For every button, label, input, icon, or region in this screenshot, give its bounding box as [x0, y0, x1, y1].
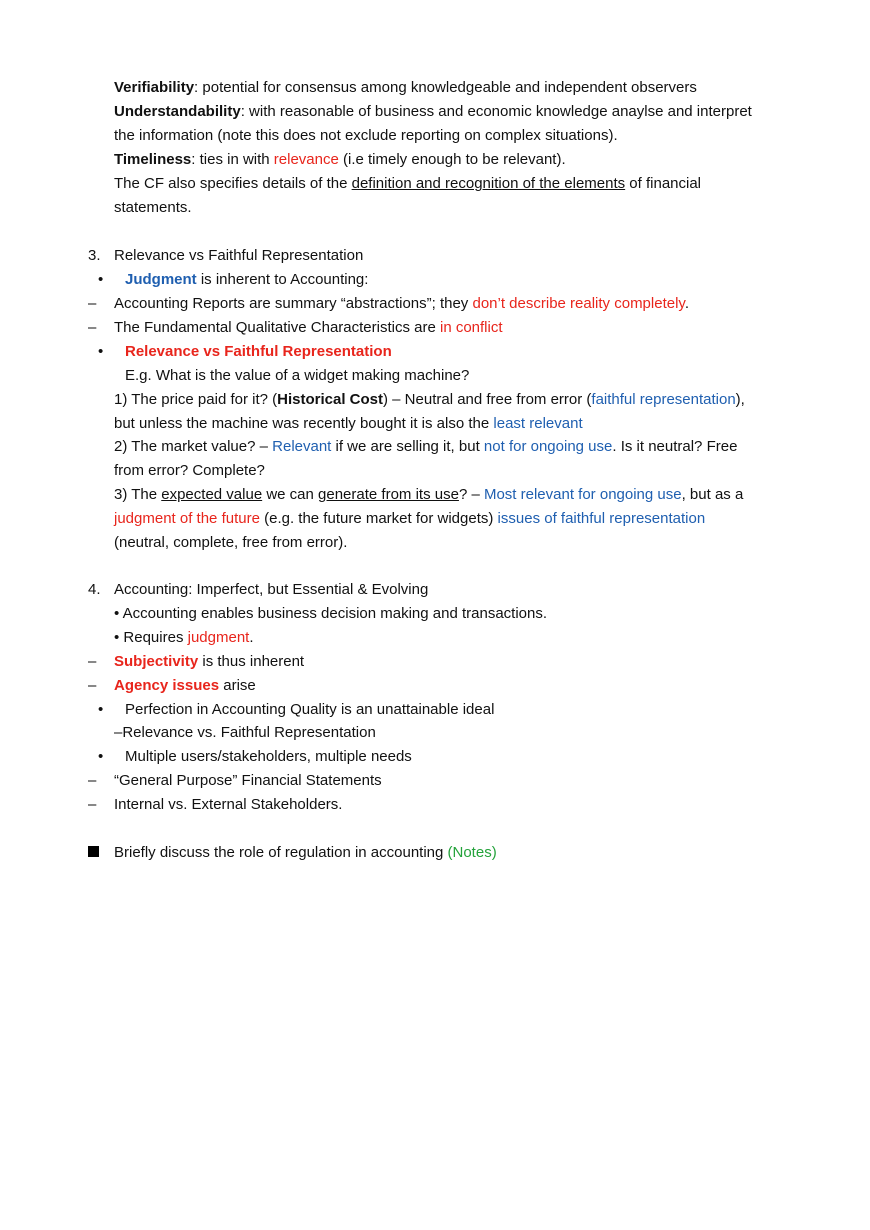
- text: we can: [262, 486, 319, 503]
- highlight: in conflict: [439, 319, 503, 336]
- text: 1) The price paid for it? (: [114, 391, 278, 408]
- highlight: judgment of the future: [114, 510, 260, 527]
- bullet: •: [98, 271, 104, 288]
- text: .: [249, 629, 254, 646]
- agency-line: [114, 674, 256, 698]
- point-1-cont: [114, 412, 583, 436]
- point-3-cont: [114, 507, 705, 531]
- subjectivity-line: [114, 650, 304, 674]
- term: Timeliness: [114, 151, 192, 168]
- list-number: 3.: [88, 247, 101, 264]
- reports-line: [114, 292, 689, 316]
- term: Verifiability: [114, 79, 195, 96]
- highlight: faithful representation: [591, 391, 736, 408]
- text: 3) The: [114, 486, 162, 503]
- requires-line: [114, 626, 254, 650]
- square-bullet-icon: [88, 846, 99, 857]
- highlight: Agency issues: [114, 677, 220, 694]
- timeliness-line: [114, 148, 566, 172]
- highlight: Subjectivity: [114, 653, 199, 670]
- highlight: not for ongoing use: [483, 438, 613, 455]
- dash: –: [88, 295, 97, 312]
- bold-text: Historical Cost: [277, 391, 383, 408]
- understandability-cont: the information (note this does not exclude reporting on complex situations).: [114, 127, 618, 144]
- text: The CF also specifies details of the: [114, 175, 352, 192]
- highlight: Relevant: [272, 438, 332, 455]
- highlight: Judgment: [125, 271, 197, 288]
- highlight: judgment: [187, 629, 250, 646]
- verifiability-line: [114, 76, 697, 100]
- perfection-line: Perfection in Accounting Quality is an unattainable ideal: [125, 701, 495, 718]
- stakeholders-line: Internal vs. External Stakeholders.: [114, 796, 343, 813]
- enables-line: • Accounting enables business decision making and transactions.: [114, 605, 548, 622]
- section-4-heading: Accounting: Imperfect, but Essential & Evolving: [114, 581, 429, 598]
- text: : ties in with: [191, 151, 274, 168]
- underlined-text: generate from its use: [318, 486, 459, 503]
- text: if we are selling it, but: [331, 438, 484, 455]
- definition: : with reasonable of business and economic knowledge anaylse and interpret: [240, 103, 752, 120]
- cf-line: [114, 172, 701, 196]
- text: Accounting Reports are summary “abstractions”; they: [114, 295, 473, 312]
- bullet: •: [98, 748, 104, 765]
- dash: –: [88, 772, 97, 789]
- definition: : potential for consensus among knowledgeable and independent observers: [194, 79, 697, 96]
- understandability-line: [114, 100, 752, 124]
- bullet: •: [98, 701, 104, 718]
- example-line: E.g. What is the value of a widget making machine?: [125, 367, 470, 384]
- text: 2) The market value? –: [114, 438, 273, 455]
- term: Understandability: [114, 103, 241, 120]
- underlined-text: definition and recognition of the elements: [351, 175, 626, 192]
- text: Briefly discuss the role of regulation in accounting: [114, 844, 448, 861]
- point-2-cont: from error? Complete?: [114, 462, 265, 479]
- point-1: [114, 388, 745, 412]
- rvf-line: –Relevance vs. Faithful Representation: [114, 724, 376, 741]
- fundamental-line: [114, 316, 503, 340]
- multiple-line: Multiple users/stakeholders, multiple needs: [125, 748, 412, 765]
- text: ) – Neutral and free from error (: [383, 391, 592, 408]
- regulation-line: [114, 841, 497, 865]
- general-purpose-line: “General Purpose” Financial Statements: [114, 772, 382, 789]
- dash: –: [88, 796, 97, 813]
- dash: –: [88, 653, 97, 670]
- judgment-line: [125, 268, 368, 292]
- point-3: [114, 483, 743, 507]
- point-2: [114, 435, 737, 459]
- notes-link: (Notes): [447, 844, 497, 861]
- dash: –: [88, 677, 97, 694]
- point-3-cont2: (neutral, complete, free from error).: [114, 534, 348, 551]
- list-number: 4.: [88, 581, 101, 598]
- underlined-text: expected value: [161, 486, 263, 503]
- text: of financial: [625, 175, 702, 192]
- highlight: issues of faithful representation: [497, 510, 706, 527]
- text: • Requires: [114, 629, 188, 646]
- section-3-heading: Relevance vs Faithful Representation: [114, 247, 364, 264]
- text: but unless the machine was recently bought it is also the: [114, 415, 494, 432]
- text: .: [684, 295, 689, 312]
- highlight: least relevant: [493, 415, 583, 432]
- text: ? –: [458, 486, 484, 503]
- text: arise: [219, 677, 256, 694]
- text: is thus inherent: [198, 653, 305, 670]
- text: (e.g. the future market for widgets): [259, 510, 498, 527]
- text: . Is it neutral? Free: [612, 438, 738, 455]
- text: , but as a: [681, 486, 744, 503]
- text: is inherent to Accounting:: [196, 271, 369, 288]
- text: (i.e timely enough to be relevant).: [338, 151, 566, 168]
- highlight: don’t describe reality completely: [472, 295, 685, 312]
- text: The Fundamental Qualitative Characteristics are: [114, 319, 440, 336]
- text: ),: [735, 391, 745, 408]
- highlight: Most relevant for ongoing use: [483, 486, 682, 503]
- highlight: relevance: [273, 151, 339, 168]
- cf-cont: statements.: [114, 199, 192, 216]
- dash: –: [88, 319, 97, 336]
- bullet: •: [98, 343, 104, 360]
- rvf-heading: Relevance vs Faithful Representation: [125, 343, 392, 360]
